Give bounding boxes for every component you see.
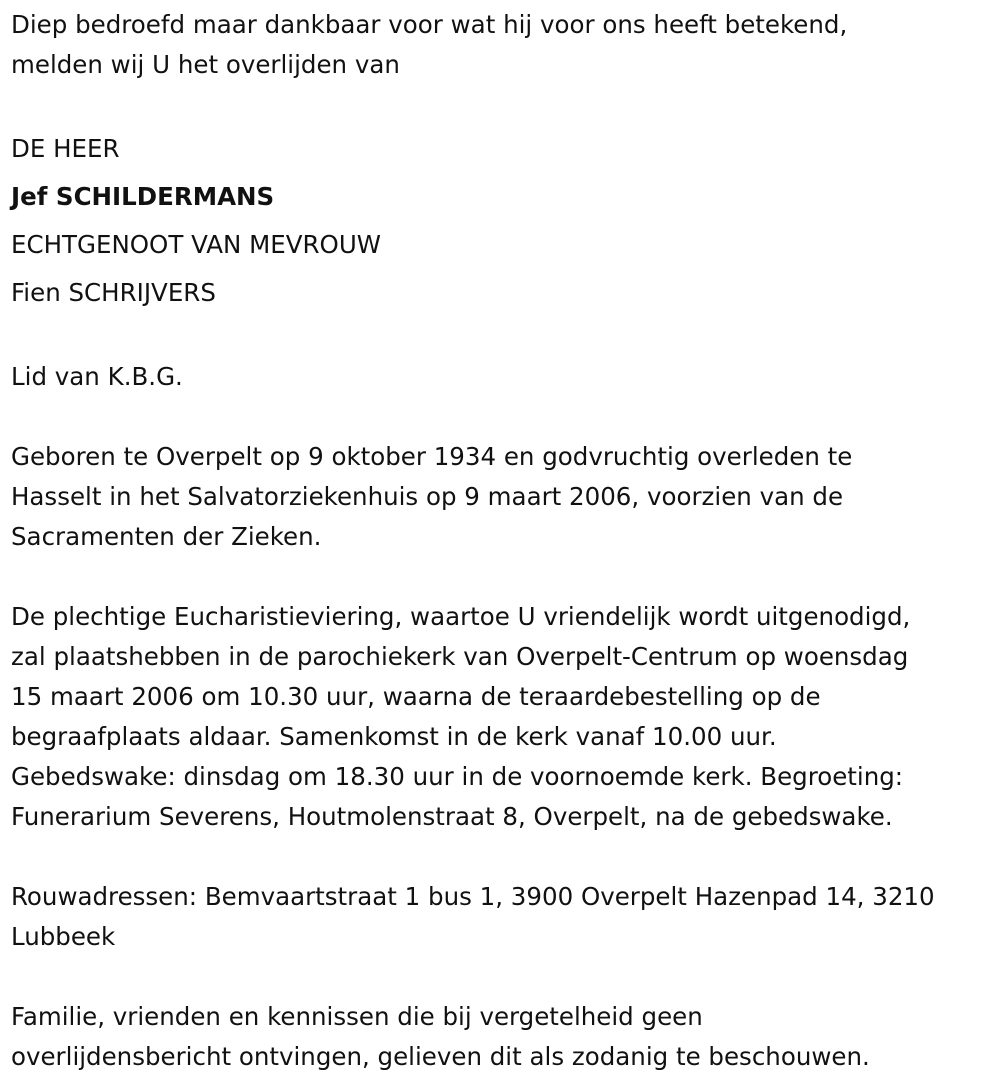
deceased-name: Jef SCHILDERMANS: [11, 182, 275, 211]
deceased-title: DE HEER: [11, 134, 120, 163]
spacer: [11, 837, 996, 877]
birth-death-line-3: Sacramenten der Zieken.: [11, 522, 322, 551]
ceremony-paragraph: [11, 597, 996, 837]
ceremony-line-6: Funerarium Severens, Houtmolenstraat 8, Overpelt, na de gebedswake.: [11, 802, 893, 831]
spacer: [11, 397, 996, 437]
closing-paragraph: [11, 997, 996, 1077]
addresses-paragraph: [11, 877, 996, 957]
ceremony-line-3: 15 maart 2006 om 10.30 uur, waarna de teraardebestelling op de: [11, 682, 821, 711]
birth-death-line-1: Geboren te Overpelt op 9 oktober 1934 en godvruchtig overleden te: [11, 442, 853, 471]
closing-line-2: overlijdensbericht ontvingen, gelieven dit als zodanig te beschouwen.: [11, 1042, 870, 1071]
deceased-block: [11, 125, 996, 317]
obituary-notice: [11, 0, 996, 1077]
addresses-line-1: Rouwadressen: Bemvaartstraat 1 bus 1, 3900 Overpelt Hazenpad 14, 3210: [11, 882, 935, 911]
closing-line-1: Familie, vrienden en kennissen die bij vergetelheid geen: [11, 1002, 703, 1031]
ceremony-line-4: begraafplaats aldaar. Samenkomst in de kerk vanaf 10.00 uur.: [11, 722, 777, 751]
ceremony-line-5: Gebedswake: dinsdag om 18.30 uur in de voornoemde kerk. Begroeting:: [11, 762, 904, 791]
intro-line-2: melden wij U het overlijden van: [11, 50, 400, 79]
birth-death-line-2: Hasselt in het Salvatorziekenhuis op 9 maart 2006, voorzien van de: [11, 482, 844, 511]
spacer: [11, 557, 996, 597]
spacer: [11, 317, 996, 357]
ceremony-line-2: zal plaatshebben in de parochiekerk van Overpelt-Centrum op woensdag: [11, 642, 909, 671]
addresses-line-2: Lubbeek: [11, 922, 116, 951]
membership-paragraph: [11, 357, 996, 397]
ceremony-line-1: De plechtige Eucharistieviering, waartoe U vriendelijk wordt uitgenodigd,: [11, 602, 911, 631]
intro-paragraph: [11, 5, 996, 85]
spouse-name: Fien SCHRIJVERS: [11, 278, 216, 307]
spouse-label: ECHTGENOOT VAN MEVROUW: [11, 230, 382, 259]
spacer: [11, 85, 996, 125]
spacer: [11, 957, 996, 997]
membership-line: Lid van K.B.G.: [11, 362, 183, 391]
intro-line-1: Diep bedroefd maar dankbaar voor wat hij voor ons heeft betekend,: [11, 10, 848, 39]
birth-death-paragraph: [11, 437, 996, 557]
